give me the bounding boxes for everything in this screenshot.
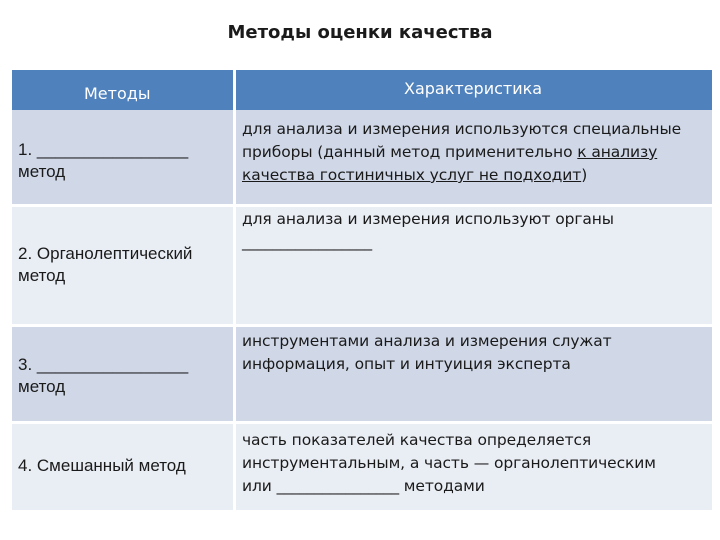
- row3-desc-line1: инструментами анализа и измерения служат: [242, 332, 612, 350]
- row4-method-line1: 4. Смешанный метод: [18, 456, 186, 475]
- row4-desc-line1: часть показателей качества определяется: [242, 431, 592, 449]
- row1-desc-line3-text: ): [581, 166, 588, 184]
- row1-desc-line2-text: приборы (данный метод применительно: [242, 143, 578, 161]
- row1-desc-line3: [242, 164, 712, 187]
- row3-method-suffix: метод: [18, 377, 66, 396]
- row1-method-prefix: 1. ________________: [18, 140, 189, 159]
- row1-desc-line1: для анализа и измерения используются специальные: [242, 120, 682, 138]
- row2-method-line1: 2. Органолептический: [18, 244, 193, 263]
- row1-desc-line3-underlined: качества гостиничных услуг не подходит: [242, 166, 582, 184]
- row1-method-suffix: метод: [18, 162, 66, 181]
- row2-desc-line2: _________________: [242, 233, 373, 251]
- page-title: Методы оценки качества: [227, 22, 493, 43]
- row2-desc-line1: для анализа и измерения используют органы: [242, 210, 614, 228]
- row2-description: [242, 208, 712, 254]
- row1-description: [242, 118, 712, 187]
- row4-method: [18, 455, 228, 477]
- row2-method-line2: метод: [18, 266, 66, 285]
- column-divider: [233, 110, 236, 510]
- row1-desc-line2-underlined: к анализу: [577, 143, 658, 161]
- row3-desc-line2: информация, опыт и интуиция эксперта: [242, 355, 571, 373]
- header-characteristic-label: Характеристика: [404, 79, 543, 98]
- row3-method: [18, 354, 228, 398]
- row3-method-prefix: 3. ________________: [18, 355, 189, 374]
- header-methods-label: Методы: [84, 84, 151, 103]
- row4-description: [242, 429, 712, 498]
- header-methods: [12, 70, 233, 110]
- row3-description: [242, 330, 712, 376]
- row1-desc-line2: [242, 141, 712, 164]
- row1-method: [18, 139, 228, 183]
- methods-table: [12, 70, 712, 510]
- row4-desc-line2: инструментальным, а часть — органолептическим: [242, 454, 656, 472]
- header-characteristic: [236, 70, 712, 110]
- row2-method: [18, 243, 228, 287]
- row4-desc-line3: или ________________ методами: [242, 477, 485, 495]
